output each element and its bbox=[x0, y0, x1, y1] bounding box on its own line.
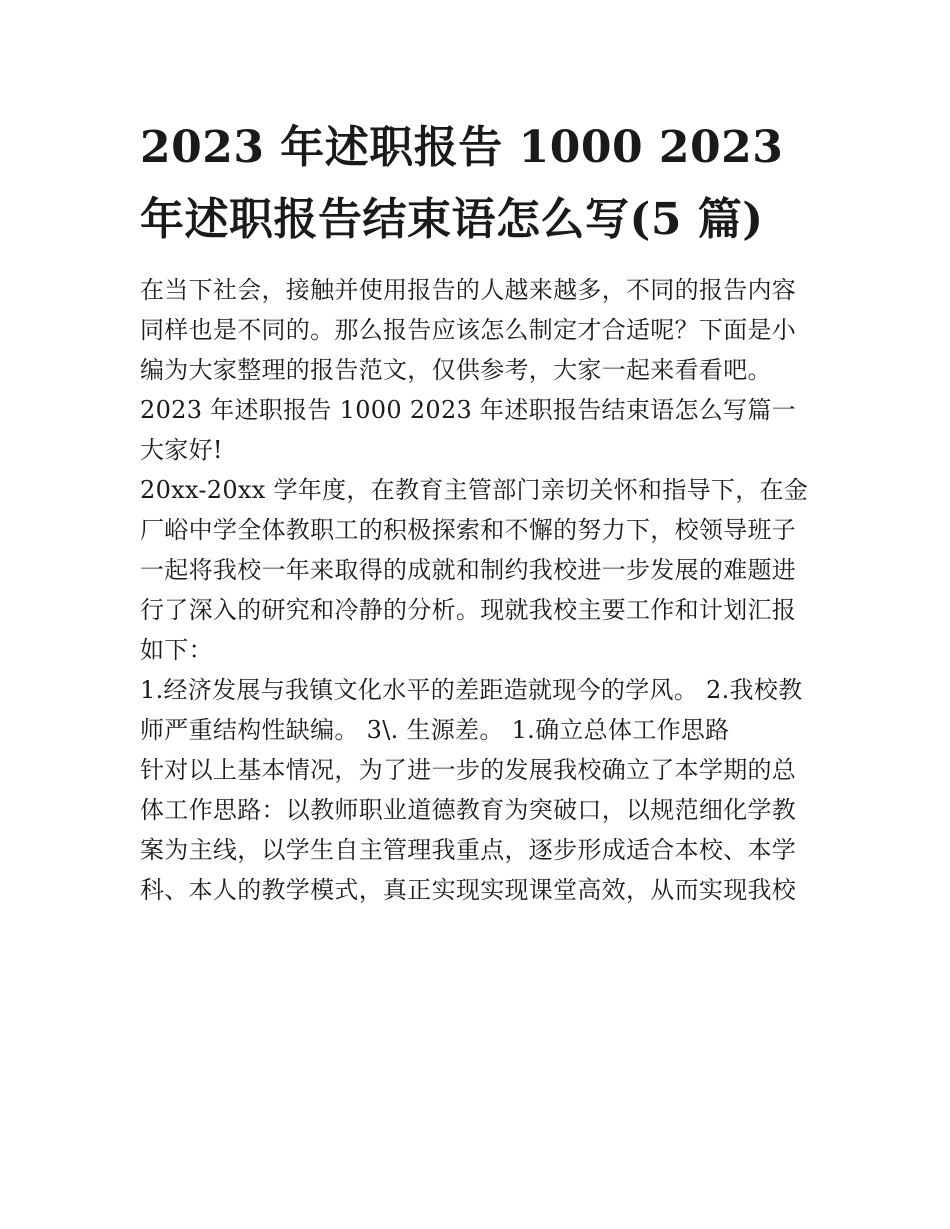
document-title: 2023 年述职报告 1000 2023 年述职报告结束语怎么写(5 篇) bbox=[140, 122, 784, 245]
paragraph-problems: 1.经济发展与我镇文化水平的差距造就现今的学风。 2.我校教师严重结构性缺编。 3\. 生源差。 1.确立总体工作思路 bbox=[140, 676, 803, 744]
paragraph-overview: 20xx-20xx 学年度，在教育主管部门亲切关怀和指导下，在金厂峪中学全体教职工的积极探索和不懈的努力下，校领导班子一起将我校一年来取得的成就和制约我校进一步发展的难题进行了深入的研究和冷静的分析。现就我校主要工作和计划汇报如下： bbox=[140, 476, 809, 664]
paragraph-intro: 在当下社会，接触并使用报告的人越来越多，不同的报告内容同样也是不同的。那么报告应该怎么制定才合适呢？下面是小编为大家整理的报告范文，仅供参考，大家一起来看看吧。 bbox=[140, 276, 797, 384]
paragraph-work-ideas: 针对以上基本情况，为了进一步的发展我校确立了本学期的总体工作思路：以教师职业道德教育为突破口，以规范细化学教案为主线，以学生自主管理我重点，逐步形成适合本校、本学科、本人的教学模式，真正实现实现课堂高效，从而实现我校 bbox=[140, 756, 797, 904]
paragraph-greeting: 2023 年述职报告 1000 2023 年述职报告结束语怎么写篇一 大家好! bbox=[140, 396, 796, 464]
document-body bbox=[140, 112, 812, 910]
